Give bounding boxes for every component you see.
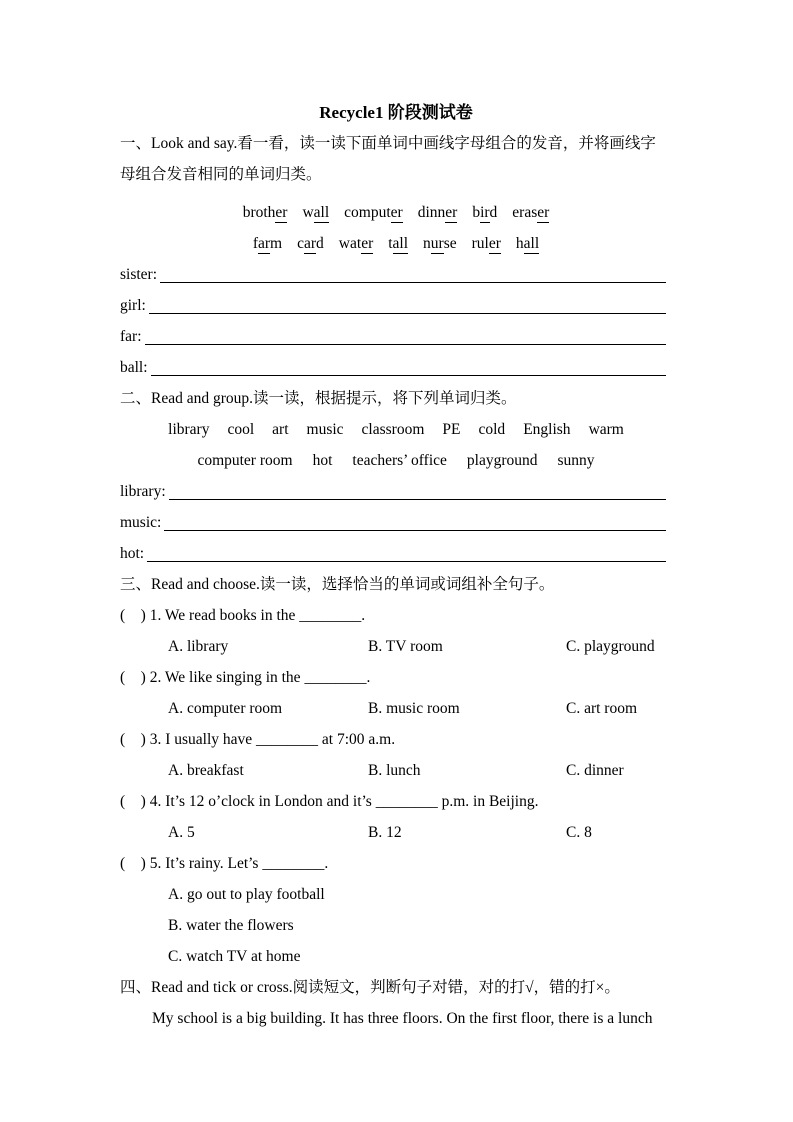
underlined-letters: er — [537, 204, 550, 221]
answer-blank — [149, 290, 666, 314]
question-3-stem: ( ) 3. I usually have ________ at 7:00 a.m. — [120, 731, 396, 748]
option-c: C. dinner — [566, 762, 624, 779]
option-a: A. 5 — [168, 824, 195, 841]
phonics-word-card: card — [297, 235, 324, 252]
phonics-word-farm: farm — [252, 235, 283, 252]
answer-line-label: sister: — [120, 266, 158, 283]
group-word: sunny — [557, 452, 595, 469]
underlined-letters: ir — [480, 204, 490, 221]
group-word: classroom — [361, 421, 425, 438]
underlined-letters: ur — [430, 235, 444, 252]
phonics-word-water: water — [338, 235, 374, 252]
answer-line-ball — [120, 352, 672, 383]
option-a: A. breakfast — [168, 762, 244, 779]
reading-passage-line-1: My school is a big building. It has three floors. On the first floor, there is a lunch — [152, 1010, 653, 1027]
group-word: PE — [442, 421, 461, 438]
question-4-options — [168, 817, 672, 848]
answer-line-girl — [120, 290, 672, 321]
phonics-words-row-1 — [120, 197, 672, 228]
question-1-options — [168, 631, 672, 662]
phonics-word-computer: computer — [344, 204, 403, 221]
question-4-stem: ( ) 4. It’s 12 o’clock in London and it’s ________ p.m. in Beijing. — [120, 793, 539, 810]
underlined-letters: ar — [304, 235, 317, 252]
phonics-word-dinner: dinner — [417, 204, 458, 221]
phonics-words-row-2 — [120, 228, 672, 259]
underlined-letters: all — [392, 235, 409, 252]
underlined-letters: er — [361, 235, 374, 252]
option-a: A. computer room — [168, 700, 283, 717]
phonics-word-ruler: ruler — [471, 235, 501, 252]
answer-line-label: hot: — [120, 545, 145, 562]
section1-heading-line2: 母组合发音相同的单词归类。 — [120, 166, 322, 183]
answer-line-library — [120, 476, 672, 507]
answer-line-music — [120, 507, 672, 538]
option-a: A. library — [168, 638, 229, 655]
answer-blank — [147, 538, 666, 562]
group-word: hot — [312, 452, 333, 469]
group-words-row-1 — [120, 414, 672, 445]
group-word: warm — [588, 421, 624, 438]
answer-line-label: far: — [120, 328, 142, 345]
group-word: cool — [227, 421, 255, 438]
question-5-option-c: C. watch TV at home — [168, 948, 301, 965]
group-word: music — [306, 421, 344, 438]
group-word: playground — [466, 452, 538, 469]
option-c: C. playground — [566, 638, 655, 655]
page-title: Recycle1 阶段测试卷 — [319, 103, 473, 122]
phonics-word-hall: hall — [515, 235, 540, 252]
phonics-word-tall: tall — [388, 235, 409, 252]
question-5-option-b: B. water the flowers — [168, 917, 294, 934]
section4-heading: 四、Read and tick or cross.阅读短文，判断句子对错，对的打√，错的打×。 — [120, 979, 620, 996]
phonics-word-nurse: nurse — [423, 235, 457, 252]
answer-blank — [151, 352, 666, 376]
group-word: computer room — [197, 452, 293, 469]
underlined-letters: all — [523, 235, 540, 252]
group-word: cold — [478, 421, 506, 438]
answer-line-label: music: — [120, 514, 162, 531]
option-c: C. 8 — [566, 824, 592, 841]
option-b: B. music room — [368, 700, 460, 717]
group-word: teachers’ office — [352, 452, 447, 469]
group-word: library — [168, 421, 210, 438]
question-1-stem: ( ) 1. We read books in the ________. — [120, 607, 366, 624]
answer-line-hot — [120, 538, 672, 569]
answer-line-far — [120, 321, 672, 352]
underlined-letters: er — [445, 204, 458, 221]
option-c: C. art room — [566, 700, 638, 717]
section2-heading: 二、Read and group.读一读，根据提示，将下列单词归类。 — [120, 390, 517, 407]
group-word: art — [272, 421, 289, 438]
question-2-stem: ( ) 2. We like singing in the ________. — [120, 669, 371, 686]
phonics-word-bird: bird — [472, 204, 498, 221]
answer-blank — [169, 476, 666, 500]
option-b: B. 12 — [368, 824, 402, 841]
question-2-options — [168, 693, 672, 724]
question-3-options — [168, 755, 672, 786]
group-words-row-2 — [120, 445, 672, 476]
answer-blank — [160, 259, 666, 283]
question-5-stem: ( ) 5. It’s rainy. Let’s ________. — [120, 855, 329, 872]
question-5-option-a: A. go out to play football — [168, 886, 325, 903]
answer-blank — [145, 321, 666, 345]
answer-blank — [164, 507, 666, 531]
underlined-letters: er — [390, 204, 403, 221]
underlined-letters: ar — [258, 235, 271, 252]
phonics-word-eraser: eraser — [512, 204, 550, 221]
option-b: B. TV room — [368, 638, 443, 655]
underlined-letters: er — [275, 204, 288, 221]
option-b: B. lunch — [368, 762, 421, 779]
answer-line-label: library: — [120, 483, 166, 500]
group-word: English — [523, 421, 571, 438]
section3-heading: 三、Read and choose.读一读，选择恰当的单词或词组补全句子。 — [120, 576, 555, 593]
section1-heading-line1: 一、Look and say.看一看，读一读下面单词中画线字母组合的发音，并将画线字 — [120, 135, 656, 152]
phonics-word-wall: wall — [302, 204, 330, 221]
phonics-word-brother: brother — [242, 204, 288, 221]
answer-line-sister — [120, 259, 672, 290]
underlined-letters: er — [488, 235, 501, 252]
answer-line-label: ball: — [120, 359, 148, 376]
underlined-letters: all — [313, 204, 330, 221]
answer-line-label: girl: — [120, 297, 146, 314]
